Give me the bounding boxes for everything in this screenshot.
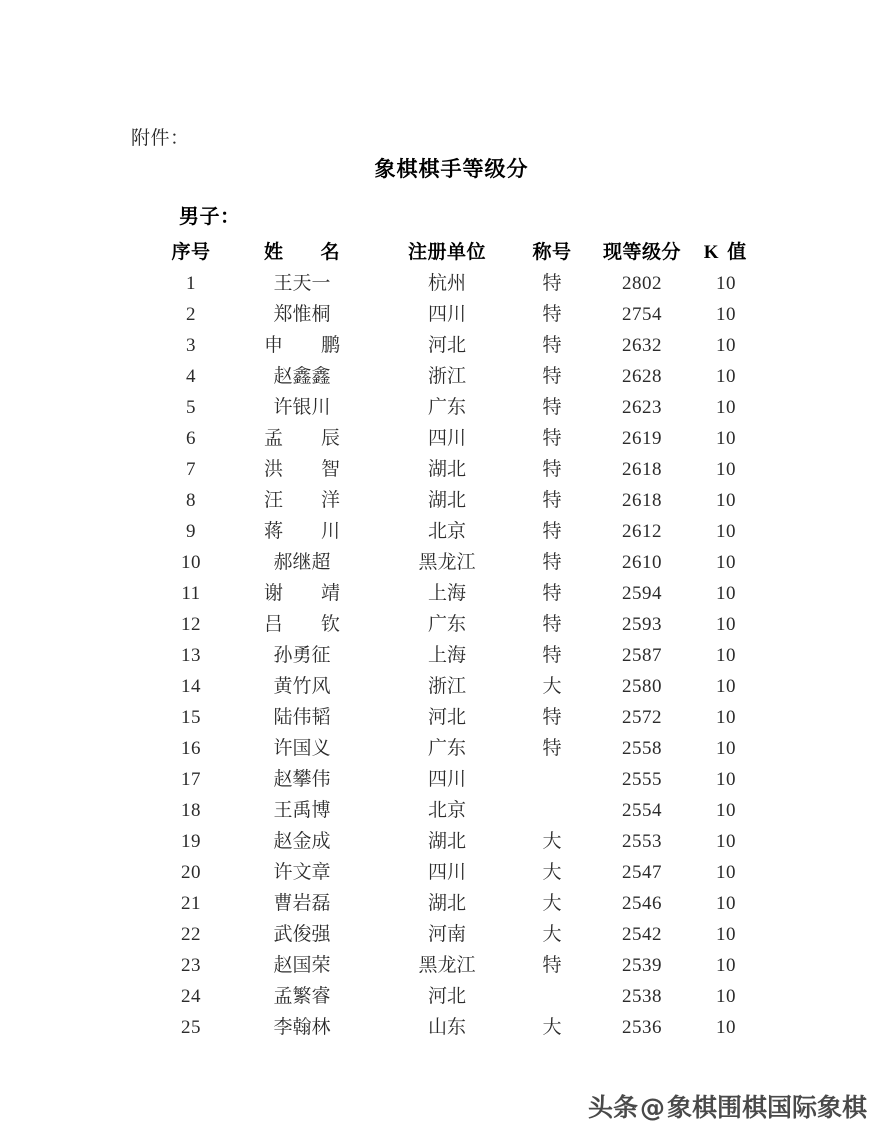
cell-kvalue: 10 — [716, 304, 736, 325]
cell-unit: 四川 — [427, 303, 466, 325]
cell-name — [227, 919, 377, 950]
cell-score: 2610 — [622, 552, 662, 573]
table-row — [155, 392, 755, 423]
cell-kvalue: 10 — [716, 862, 736, 883]
cell-score: 2558 — [622, 738, 662, 759]
cell-name — [227, 392, 377, 423]
cell-rank: 22 — [181, 924, 201, 945]
cell-rank: 13 — [181, 645, 201, 666]
table-row — [155, 268, 755, 299]
cell-kvalue: 10 — [716, 552, 736, 573]
cell-name — [227, 361, 377, 392]
cell-rank: 16 — [181, 738, 201, 759]
cell-name-text: 许银川 — [273, 396, 331, 418]
table-row — [155, 826, 755, 857]
cell-unit: 浙江 — [427, 365, 466, 387]
cell-unit: 四川 — [427, 861, 466, 883]
cell-rank: 9 — [186, 521, 196, 542]
cell-rank: 12 — [181, 614, 201, 635]
cell-name-text: 申鹏 — [264, 334, 340, 356]
cell-name-text: 赵鑫鑫 — [273, 365, 331, 387]
cell-rank: 3 — [186, 335, 196, 356]
cell-title — [517, 795, 587, 826]
cell-title: 大 — [542, 1016, 562, 1038]
watermark-platform: 头条 — [587, 1093, 638, 1122]
cell-unit: 河北 — [427, 334, 466, 356]
cell-name — [227, 640, 377, 671]
cell-unit: 上海 — [427, 582, 466, 604]
cell-unit: 黑龙江 — [418, 954, 476, 976]
cell-name-text: 孟辰 — [264, 427, 340, 449]
cell-kvalue: 10 — [716, 1017, 736, 1038]
cell-score: 2572 — [622, 707, 662, 728]
cell-name — [227, 795, 377, 826]
cell-kvalue: 10 — [716, 490, 736, 511]
cell-kvalue: 10 — [716, 366, 736, 387]
cell-unit: 广东 — [427, 737, 466, 759]
cell-name-text: 赵金成 — [273, 830, 331, 852]
cell-rank: 10 — [181, 552, 201, 573]
cell-name-text: 洪智 — [264, 458, 340, 480]
column-header-kvalue — [697, 238, 755, 268]
cell-score: 2547 — [622, 862, 662, 883]
rating-table — [155, 238, 755, 1043]
table-row — [155, 578, 755, 609]
table-row — [155, 609, 755, 640]
cell-name-text: 李翰林 — [273, 1016, 331, 1038]
cell-rank: 11 — [181, 583, 201, 604]
table-row — [155, 1012, 755, 1043]
cell-rank: 8 — [186, 490, 196, 511]
cell-title: 特 — [542, 303, 562, 325]
cell-kvalue: 10 — [716, 800, 736, 821]
cell-name — [227, 950, 377, 981]
cell-score: 2539 — [622, 955, 662, 976]
cell-name — [227, 981, 377, 1012]
cell-title: 特 — [542, 489, 562, 511]
table-row — [155, 361, 755, 392]
cell-score: 2580 — [622, 676, 662, 697]
cell-name-text: 郑惟桐 — [273, 303, 331, 325]
table-header — [155, 238, 755, 268]
cell-kvalue: 10 — [716, 614, 736, 635]
cell-unit: 上海 — [427, 644, 466, 666]
cell-title: 大 — [542, 861, 562, 883]
cell-kvalue: 10 — [716, 583, 736, 604]
cell-score: 2555 — [622, 769, 662, 790]
cell-score: 2538 — [622, 986, 662, 1007]
cell-name-text: 谢靖 — [264, 582, 340, 604]
cell-unit: 湖北 — [427, 458, 466, 480]
cell-title: 特 — [542, 396, 562, 418]
cell-title: 特 — [542, 706, 562, 728]
cell-name-text: 许国义 — [273, 737, 331, 759]
table-row — [155, 671, 755, 702]
cell-name-text: 汪洋 — [264, 489, 340, 511]
table-header-row — [155, 238, 755, 268]
cell-kvalue: 10 — [716, 273, 736, 294]
cell-unit: 山东 — [427, 1016, 466, 1038]
table-row — [155, 981, 755, 1012]
cell-unit: 四川 — [427, 768, 466, 790]
cell-name — [227, 423, 377, 454]
cell-score: 2546 — [622, 893, 662, 914]
cell-name-text: 赵国荣 — [273, 954, 331, 976]
cell-kvalue: 10 — [716, 645, 736, 666]
cell-unit: 湖北 — [427, 830, 466, 852]
cell-title: 特 — [542, 613, 562, 635]
column-header-unit-label: 注册单位 — [407, 242, 486, 263]
cell-name — [227, 299, 377, 330]
page-title: 象棋棋手等级分 — [374, 157, 529, 181]
cell-name-text: 王禹博 — [273, 799, 331, 821]
cell-name — [227, 485, 377, 516]
cell-title: 特 — [542, 334, 562, 356]
table-row — [155, 764, 755, 795]
rating-table-container — [155, 238, 755, 1043]
cell-unit: 河北 — [427, 706, 466, 728]
column-header-name-label: 姓名 — [264, 242, 340, 263]
cell-rank: 6 — [186, 428, 196, 449]
cell-title: 特 — [542, 644, 562, 666]
table-row — [155, 733, 755, 764]
cell-rank: 24 — [181, 986, 201, 1007]
cell-title: 大 — [542, 675, 562, 697]
table-row — [155, 640, 755, 671]
cell-title: 特 — [542, 365, 562, 387]
cell-name-text: 曹岩磊 — [273, 892, 331, 914]
cell-title: 大 — [542, 830, 562, 852]
cell-unit: 四川 — [427, 427, 466, 449]
cell-rank: 18 — [181, 800, 201, 821]
cell-rank: 21 — [181, 893, 201, 914]
cell-name — [227, 857, 377, 888]
cell-name-text: 吕钦 — [264, 613, 340, 635]
watermark-at-symbol: @ — [639, 1093, 665, 1122]
cell-title: 大 — [542, 923, 562, 945]
cell-kvalue: 10 — [716, 924, 736, 945]
table-row — [155, 888, 755, 919]
cell-unit: 北京 — [427, 799, 466, 821]
cell-name-text: 武俊强 — [273, 923, 331, 945]
cell-kvalue: 10 — [716, 397, 736, 418]
cell-rank: 4 — [186, 366, 196, 387]
cell-title: 特 — [542, 551, 562, 573]
column-header-unit — [377, 238, 517, 268]
cell-kvalue: 10 — [716, 335, 736, 356]
cell-name — [227, 609, 377, 640]
table-row — [155, 454, 755, 485]
cell-name — [227, 578, 377, 609]
cell-kvalue: 10 — [716, 831, 736, 852]
cell-name-text: 蒋川 — [264, 520, 340, 542]
cell-rank: 2 — [186, 304, 196, 325]
cell-rank: 7 — [186, 459, 196, 480]
cell-name-text: 郝继超 — [273, 551, 331, 573]
cell-kvalue: 10 — [716, 955, 736, 976]
cell-unit: 广东 — [427, 396, 466, 418]
cell-kvalue: 10 — [716, 738, 736, 759]
cell-name-text: 黄竹风 — [273, 675, 331, 697]
cell-title: 特 — [542, 520, 562, 542]
cell-rank: 5 — [186, 397, 196, 418]
cell-score: 2628 — [622, 366, 662, 387]
cell-title: 特 — [542, 427, 562, 449]
cell-unit: 北京 — [427, 520, 466, 542]
column-header-title — [517, 238, 587, 268]
cell-unit: 湖北 — [427, 489, 466, 511]
cell-name — [227, 516, 377, 547]
cell-rank: 19 — [181, 831, 201, 852]
cell-score: 2554 — [622, 800, 662, 821]
table-row — [155, 857, 755, 888]
cell-name — [227, 826, 377, 857]
cell-kvalue: 10 — [716, 521, 736, 542]
cell-unit: 湖北 — [427, 892, 466, 914]
cell-name — [227, 764, 377, 795]
table-row — [155, 299, 755, 330]
table-row — [155, 795, 755, 826]
cell-name-text: 王天一 — [273, 272, 331, 294]
table-row — [155, 950, 755, 981]
table-row — [155, 485, 755, 516]
table-body — [155, 268, 755, 1043]
column-header-name — [227, 238, 377, 268]
cell-rank: 20 — [181, 862, 201, 883]
cell-rank: 23 — [181, 955, 201, 976]
cell-score: 2587 — [622, 645, 662, 666]
column-header-title-label: 称号 — [532, 242, 572, 263]
table-row — [155, 423, 755, 454]
cell-rank: 15 — [181, 707, 201, 728]
table-row — [155, 547, 755, 578]
attachment-label: 附件： — [131, 127, 190, 149]
column-header-rank — [155, 238, 227, 268]
cell-title: 特 — [542, 272, 562, 294]
cell-unit: 浙江 — [427, 675, 466, 697]
cell-kvalue: 10 — [716, 676, 736, 697]
cell-score: 2619 — [622, 428, 662, 449]
column-header-score-label: 现等级分 — [602, 242, 681, 263]
watermark — [588, 1092, 867, 1124]
cell-score: 2623 — [622, 397, 662, 418]
cell-name — [227, 330, 377, 361]
cell-score: 2618 — [622, 459, 662, 480]
cell-unit: 广东 — [427, 613, 466, 635]
section-label-men: 男子： — [179, 206, 241, 228]
cell-name — [227, 733, 377, 764]
cell-rank: 25 — [181, 1017, 201, 1038]
table-row — [155, 919, 755, 950]
cell-unit: 黑龙江 — [418, 551, 476, 573]
cell-name — [227, 702, 377, 733]
watermark-account: 象棋围棋国际象棋 — [666, 1093, 867, 1122]
cell-score: 2802 — [622, 273, 662, 294]
cell-name-text: 赵攀伟 — [273, 768, 331, 790]
cell-title: 特 — [542, 954, 562, 976]
cell-score: 2632 — [622, 335, 662, 356]
cell-rank: 14 — [181, 676, 201, 697]
cell-score: 2542 — [622, 924, 662, 945]
cell-name — [227, 454, 377, 485]
cell-unit: 杭州 — [427, 272, 466, 294]
cell-title: 特 — [542, 737, 562, 759]
cell-score: 2536 — [622, 1017, 662, 1038]
column-header-score — [587, 238, 697, 268]
cell-name — [227, 671, 377, 702]
cell-name — [227, 888, 377, 919]
cell-title: 大 — [542, 892, 562, 914]
cell-unit: 河北 — [427, 985, 466, 1007]
cell-kvalue: 10 — [716, 459, 736, 480]
cell-title: 特 — [542, 458, 562, 480]
cell-name — [227, 268, 377, 299]
cell-name-text: 陆伟韬 — [273, 706, 331, 728]
cell-score: 2612 — [622, 521, 662, 542]
cell-unit: 河南 — [427, 923, 466, 945]
cell-kvalue: 10 — [716, 707, 736, 728]
cell-title: 特 — [542, 582, 562, 604]
cell-kvalue: 10 — [716, 893, 736, 914]
cell-rank: 1 — [186, 273, 196, 294]
cell-name — [227, 547, 377, 578]
cell-kvalue: 10 — [716, 769, 736, 790]
cell-name-text: 孙勇征 — [273, 644, 331, 666]
cell-score: 2754 — [622, 304, 662, 325]
table-row — [155, 516, 755, 547]
cell-name-text: 孟繁睿 — [273, 985, 331, 1007]
cell-score: 2618 — [622, 490, 662, 511]
table-row — [155, 330, 755, 361]
cell-kvalue: 10 — [716, 986, 736, 1007]
cell-score: 2594 — [622, 583, 662, 604]
cell-score: 2553 — [622, 831, 662, 852]
cell-rank: 17 — [181, 769, 201, 790]
column-header-kvalue-label: K 值 — [703, 242, 749, 263]
cell-name-text: 许文章 — [273, 861, 331, 883]
cell-score: 2593 — [622, 614, 662, 635]
table-row — [155, 702, 755, 733]
cell-title — [517, 981, 587, 1012]
column-header-rank-label: 序号 — [171, 242, 211, 263]
cell-name — [227, 1012, 377, 1043]
cell-title — [517, 764, 587, 795]
cell-kvalue: 10 — [716, 428, 736, 449]
